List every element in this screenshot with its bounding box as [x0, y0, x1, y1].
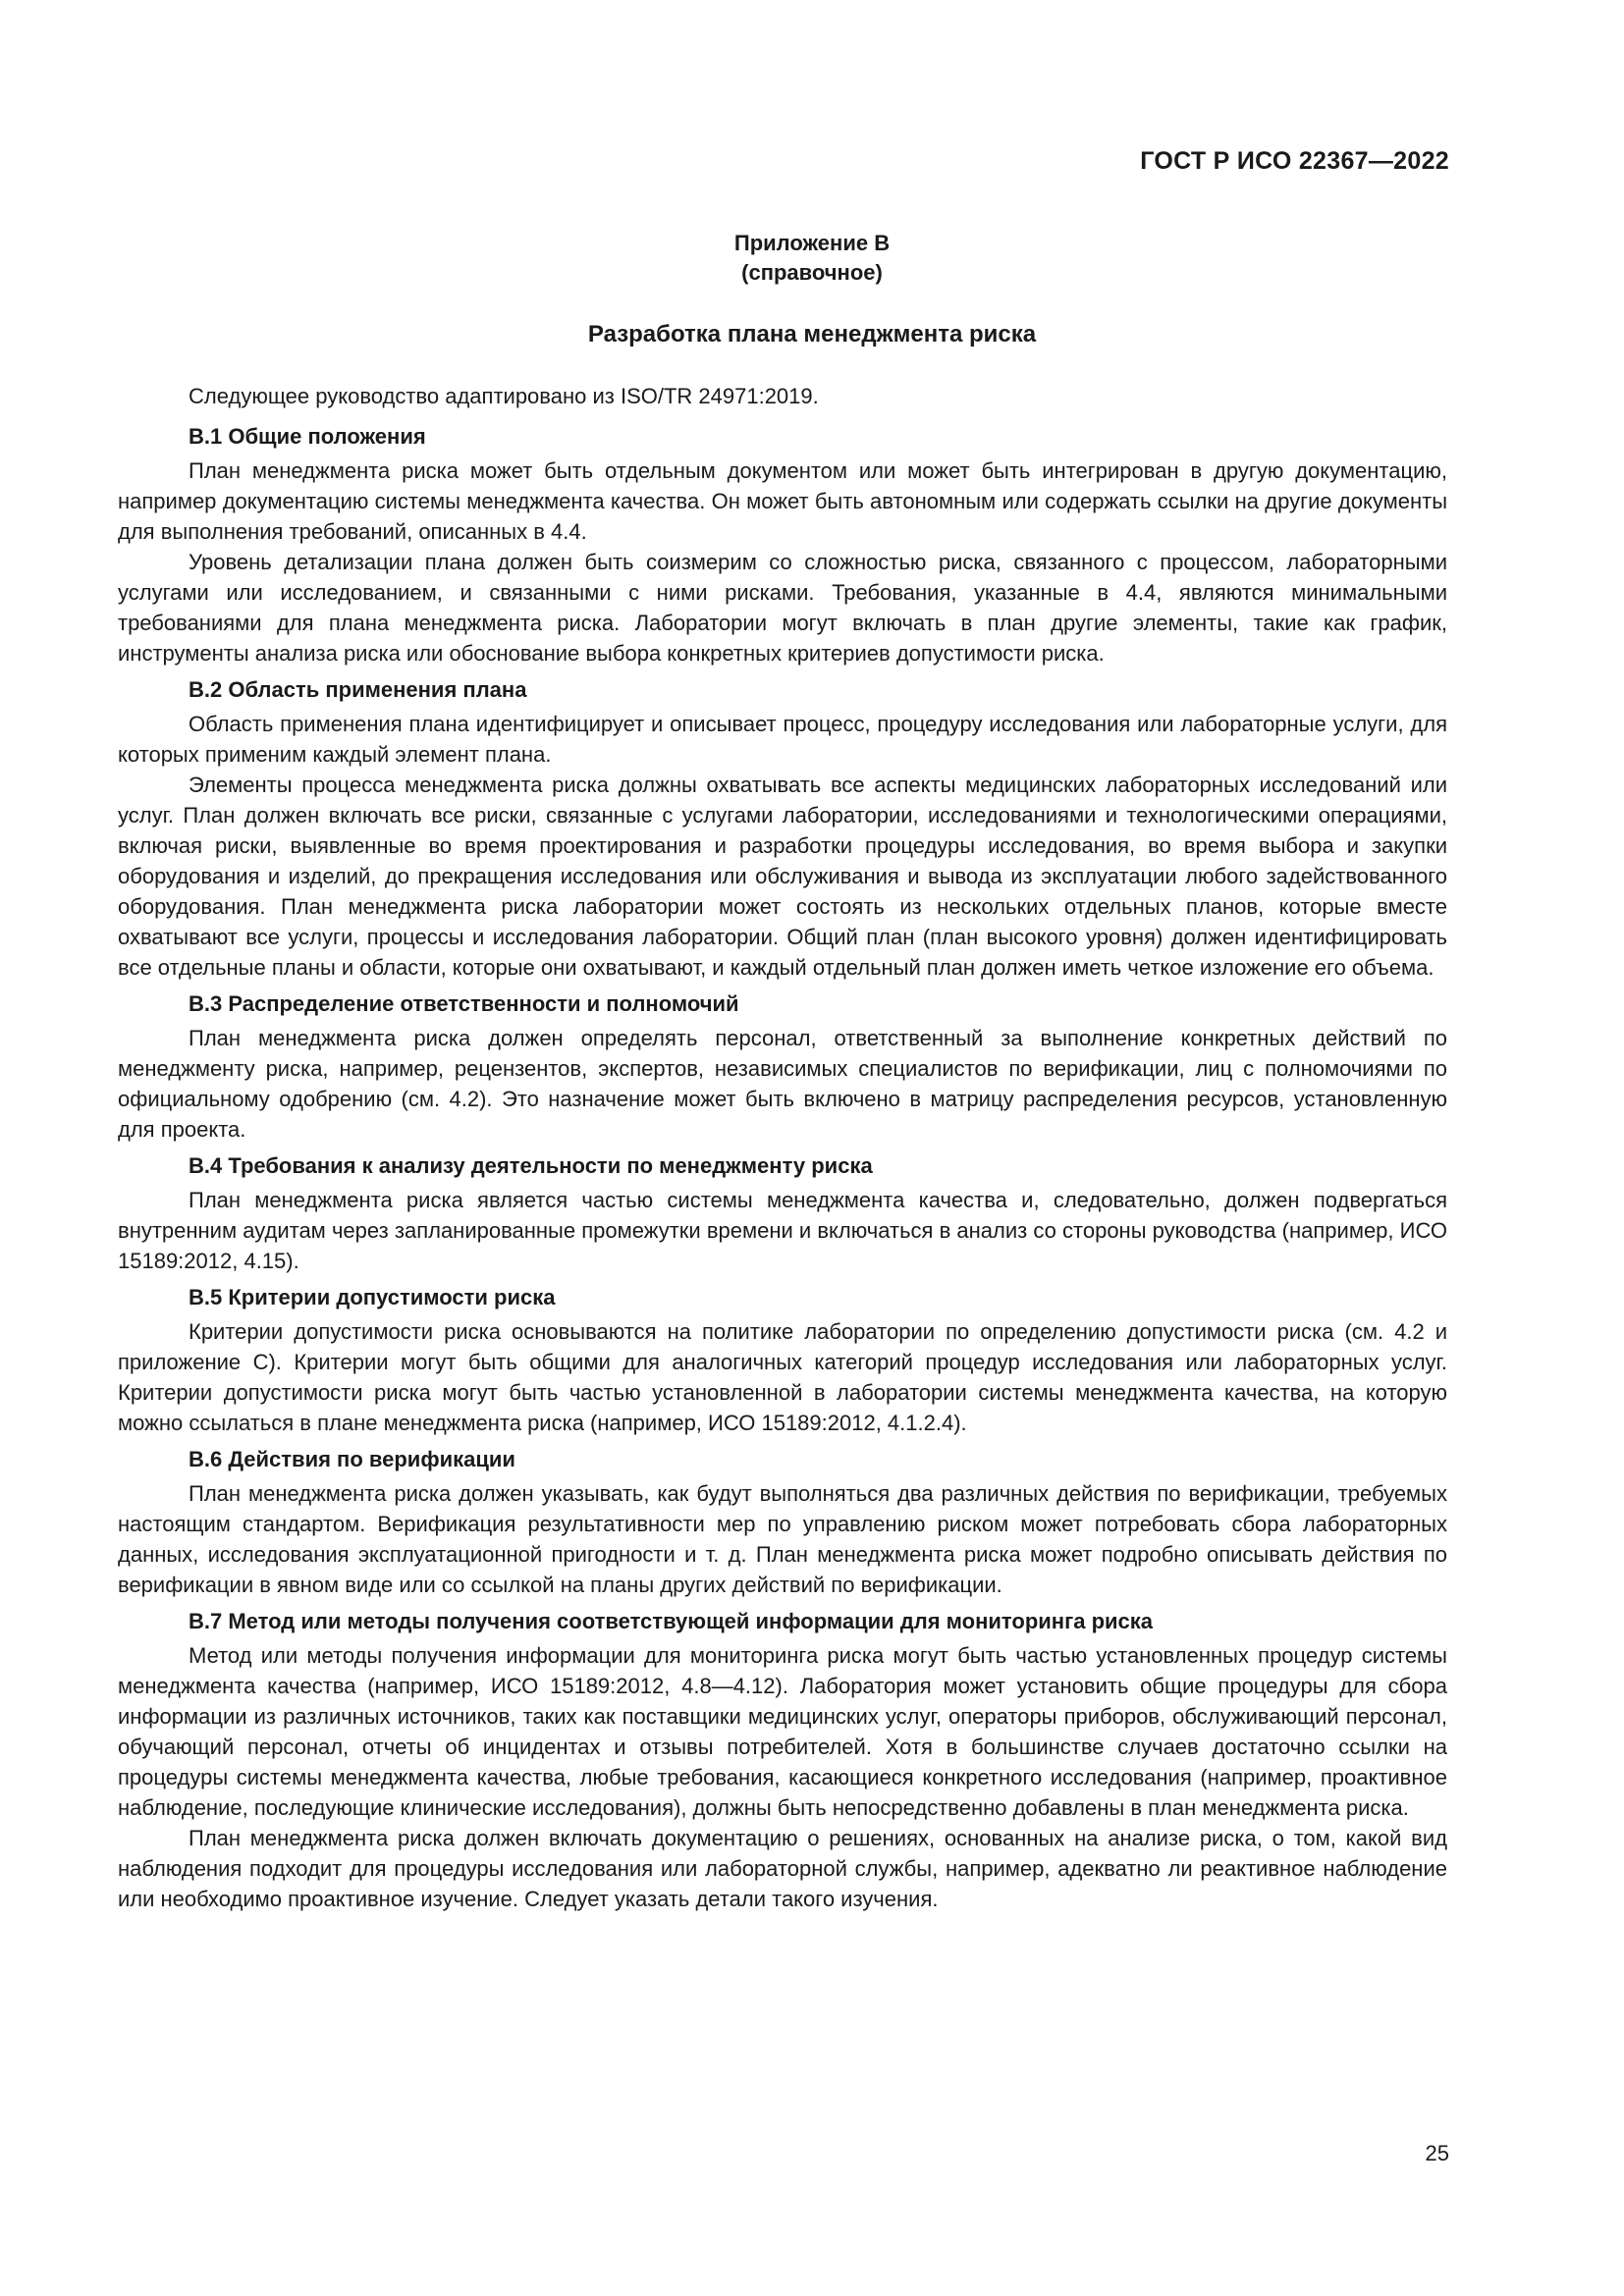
paragraph: План менеджмента риска является частью системы менеджмента качества и, следовательно, должен подвергаться внутренним аудитам через запланированные промежутки времени и включаться в анализ со стороны руководства (например, ИСО 15189:2012, 4.15).	[118, 1188, 1447, 1273]
appendix-heading	[0, 229, 1624, 288]
section-heading-b1: В.1 Общие положения	[189, 424, 426, 449]
appendix-label: Приложение В	[733, 231, 891, 255]
paragraph: План менеджмента риска должен указывать, как будут выполняться два различных действия по верификации, требуемых настоящим стандартом. Верификация результативности мер по управлению риском может потребовать сбора лабораторных данных, исследования эксплуатационной пригодности и т. д. План менеджмента риска может подробно описывать действия по верификации в явном виде или со ссылкой на планы других действий по верификации.	[118, 1481, 1447, 1597]
section-heading-b2: В.2 Область применения плана	[189, 677, 527, 702]
document-body	[118, 381, 1447, 1914]
paragraph: Критерии допустимости риска основываются на политике лаборатории по определению допустимости риска (см. 4.2 и приложение С). Критерии могут быть общими для аналогичных категорий процедур исследования или лабораторных услуг. Критерии допустимости риска могут быть частью установленной в лаборатории системы менеджмента качества, на которую можно ссылаться в плане менеджмента риска (например, ИСО 15189:2012, 4.1.2.4).	[118, 1319, 1447, 1435]
section-heading-b3: В.3 Распределение ответственности и полномочий	[189, 991, 739, 1016]
section-heading-b6: В.6 Действия по верификации	[189, 1447, 515, 1471]
section-heading-b7: В.7 Метод или методы получения соответствующей информации для мониторинга риска	[189, 1609, 1154, 1633]
section-heading-b4: В.4 Требования к анализу деятельности по менеджменту риска	[189, 1153, 873, 1178]
paragraph: План менеджмента риска может быть отдельным документом или может быть интегрирован в другую документацию, например документацию системы менеджмента качества. Он может быть автономным или содержать ссылки на другие документы для выполнения требований, описанных в 4.4.	[118, 458, 1447, 544]
section-heading-b5: В.5 Критерии допустимости риска	[189, 1285, 556, 1309]
paragraph: Элементы процесса менеджмента риска должны охватывать все аспекты медицинских лабораторных исследований или услуг. План должен включать все риски, связанные с услугами лаборатории, исследованиями и технологическими операциями, включая риски, выявленные во время проектирования и разработки процедуры исследования, во время выбора и закупки оборудования и изделий, до прекращения исследования или обслуживания и вывода из эксплуатации любого задействованного оборудования. План менеджмента риска лаборатории может состоять из нескольких отдельных планов, которые вместе охватывают все услуги, процессы и исследования лаборатории. Общий план (план высокого уровня) должен идентифицировать все отдельные планы и области, которые они охватывают, и каждый отдельный план должен иметь четкое изложение его объема.	[118, 773, 1447, 980]
paragraph: План менеджмента риска должен включать документацию о решениях, основанных на анализе риска, о том, какой вид наблюдения подходит для процедуры исследования или лабораторной службы, например, адекватно ли реактивное наблюдение или необходимо проактивное изучение. Следует указать детали такого изучения.	[118, 1826, 1447, 1911]
paragraph: Уровень детализации плана должен быть соизмерим со сложностью риска, связанного с процессом, лабораторными услугами или исследованием, и связанными с ними рисками. Требования, указанные в 4.4, являются минимальными требованиями для плана менеджмента риска. Лаборатории могут включать в план другие элементы, такие как график, инструменты анализа риска или обоснование выбора конкретных критериев допустимости риска.	[118, 550, 1447, 666]
paragraph: План менеджмента риска должен определять персонал, ответственный за выполнение конкретных действий по менеджменту риска, например, рецензентов, экспертов, независимых специалистов по верификации, лиц с полномочиями по официальному одобрению (см. 4.2). Это назначение может быть включено в матрицу распределения ресурсов, установленную для проекта.	[118, 1026, 1447, 1142]
paragraph: Метод или методы получения информации для мониторинга риска могут быть частью установленных процедур системы менеджмента качества (например, ИСО 15189:2012, 4.8—4.12). Лаборатория может установить общие процедуры для сбора информации из различных источников, таких как поставщики медицинских услуг, операторы приборов, обслуживающий персонал, обучающий персонал, отчеты об инцидентах и отзывы потребителей. Хотя в большинстве случаев достаточно ссылки на процедуры системы менеджмента качества, любые требования, касающиеся конкретного исследования (например, проактивное наблюдение, последующие клинические исследования), должны быть непосредственно добавлены в план менеджмента риска.	[118, 1643, 1447, 1820]
page-number: 25	[1425, 2141, 1449, 2165]
appendix-title: Разработка плана менеджмента риска	[587, 321, 1037, 347]
intro-paragraph: Следующее руководство адаптировано из ISO/TR 24971:2019.	[189, 384, 819, 408]
paragraph: Область применения плана идентифицирует и описывает процесс, процедуру исследования или лабораторные услуги, для которых применим каждый элемент плана.	[118, 712, 1447, 767]
document-id: ГОСТ Р ИСО 22367—2022	[1140, 147, 1449, 175]
appendix-type: (справочное)	[741, 260, 883, 285]
